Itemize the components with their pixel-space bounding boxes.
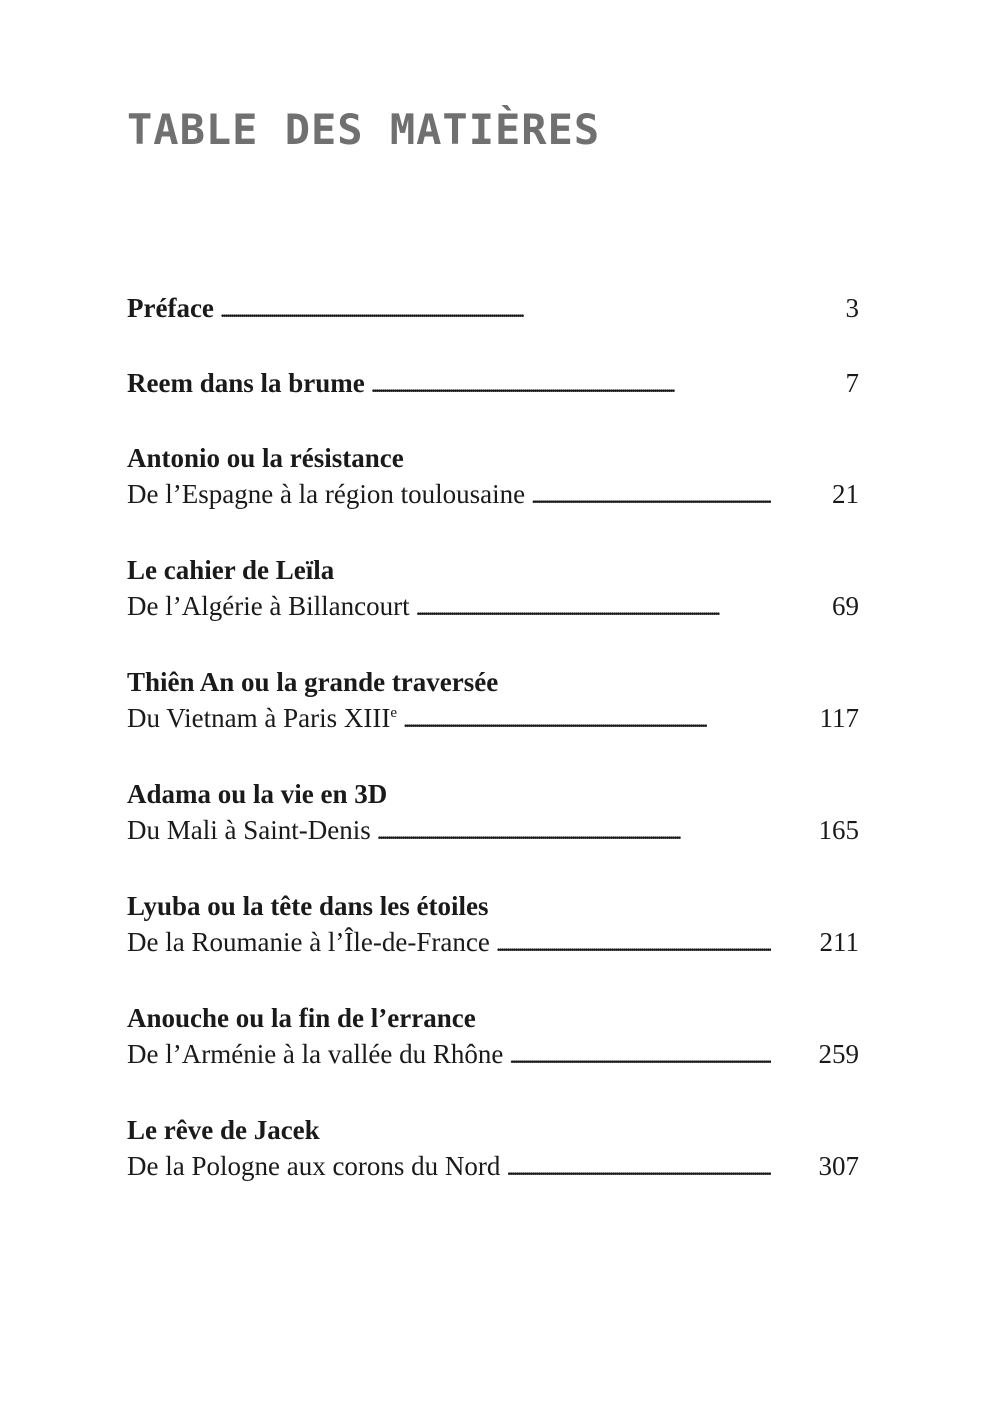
toc-entry-jacek[interactable] bbox=[127, 1112, 859, 1184]
toc-entry-anouche[interactable] bbox=[127, 1000, 859, 1072]
toc-entry-title: Antonio ou la résistance bbox=[127, 443, 404, 473]
toc-entry-subtitle: De la Roumanie à l’Île-de-France bbox=[127, 927, 490, 957]
toc-entry-subtitle: De la Pologne aux corons du Nord bbox=[127, 1151, 501, 1181]
toc-entry-preface[interactable] bbox=[127, 290, 859, 326]
toc-entry-reem[interactable] bbox=[127, 365, 859, 401]
toc-entry-line bbox=[127, 1036, 859, 1072]
toc-entry-thien-an[interactable] bbox=[127, 664, 859, 736]
dot-leader bbox=[503, 1036, 777, 1074]
toc-entry-title: Lyuba ou la tête dans les étoiles bbox=[127, 891, 489, 921]
toc-entry-subtitle bbox=[127, 700, 397, 736]
toc-entry-line bbox=[127, 290, 859, 326]
toc-entry-subtitle: Du Mali à Saint-Denis bbox=[127, 815, 371, 845]
toc-entry-title: Le rêve de Jacek bbox=[127, 1115, 320, 1145]
toc-entry-line bbox=[127, 588, 859, 624]
toc-list bbox=[127, 290, 859, 1184]
toc-page-number: 7 bbox=[845, 368, 859, 398]
dot-leader bbox=[214, 290, 777, 328]
toc-entry-title: Adama ou la vie en 3D bbox=[127, 779, 388, 809]
toc-entry-title: Reem dans la brume bbox=[127, 368, 365, 398]
dot-leader bbox=[500, 1148, 777, 1186]
toc-entry-line bbox=[127, 812, 859, 848]
toc-entry-lyuba[interactable] bbox=[127, 888, 859, 960]
dot-leader bbox=[490, 924, 777, 962]
toc-entry-subtitle: De l’Arménie à la vallée du Rhône bbox=[127, 1039, 504, 1069]
toc-entry-line bbox=[127, 365, 859, 401]
toc-page-number: 259 bbox=[818, 1039, 859, 1069]
toc-entry-line bbox=[127, 1148, 859, 1184]
toc-entry-adama[interactable] bbox=[127, 776, 859, 848]
toc-entry-title: Le cahier de Leïla bbox=[127, 555, 335, 585]
page-title: TABLE DES MATIÈRES bbox=[127, 105, 601, 154]
toc-entry-antonio[interactable] bbox=[127, 440, 859, 512]
toc-entry-subtitle: De l’Algérie à Billancourt bbox=[127, 591, 410, 621]
toc-page-number: 21 bbox=[832, 479, 859, 509]
toc-page-number: 117 bbox=[819, 703, 859, 733]
toc-page-number: 211 bbox=[819, 927, 859, 957]
subtitle-text: Du Vietnam à Paris XIII bbox=[127, 703, 391, 733]
toc-entry-line bbox=[127, 924, 859, 960]
toc-page-number: 165 bbox=[818, 815, 859, 845]
toc-entry-title: Thiên An ou la grande traversée bbox=[127, 667, 499, 697]
toc-entry-leila[interactable] bbox=[127, 552, 859, 624]
toc-entry-title: Anouche ou la fin de l’errance bbox=[127, 1003, 476, 1033]
toc-entry-line bbox=[127, 700, 859, 736]
toc-entry-line bbox=[127, 476, 859, 512]
dot-leader bbox=[365, 365, 777, 403]
toc-entry-title: Préface bbox=[127, 293, 214, 323]
dot-leader bbox=[397, 700, 777, 738]
toc-page-number: 69 bbox=[832, 591, 859, 621]
toc-entry-subtitle: De l’Espagne à la région toulousaine bbox=[127, 479, 526, 509]
superscript: e bbox=[390, 705, 397, 721]
dot-leader bbox=[525, 476, 777, 514]
dot-leader bbox=[410, 588, 777, 626]
toc-page-number: 3 bbox=[845, 293, 859, 323]
toc-page-number: 307 bbox=[818, 1151, 859, 1181]
dot-leader bbox=[371, 812, 777, 850]
